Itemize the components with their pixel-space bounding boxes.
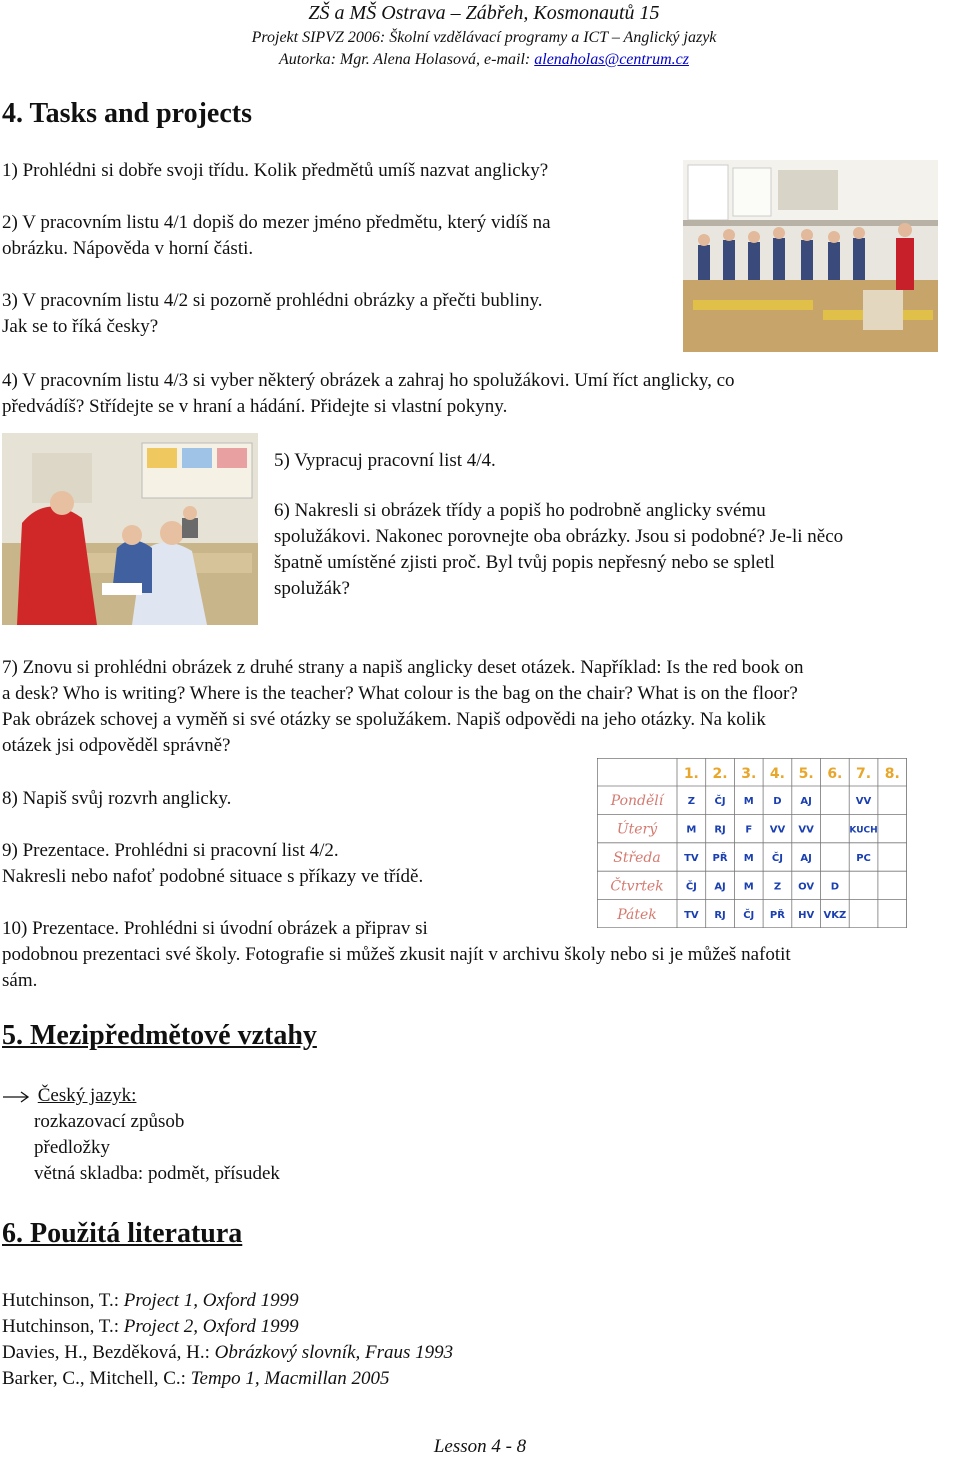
task-7-line2: a desk? Who is writing? Where is the teacher? What colour is the bag on the chair? What is on the floor? [2,683,798,704]
author-header [184,51,784,69]
task-9-line2: Nakresli nebo nafoť podobné situace s příkazy ve třídě. [2,866,424,887]
subject-cell: F [745,824,753,836]
day-label: Čtvrtek [610,878,664,895]
email-link[interactable]: alenaholas@centrum.cz [534,51,689,68]
reference-2 [2,1314,299,1340]
subject-cell: VV [769,824,786,836]
day-label: Pátek [617,906,657,923]
day-label: Středa [613,850,661,866]
task-5: 5) Vypracuj pracovní list 4/4. [274,450,496,471]
task-4-line2: předvádíš? Střídejte se v hraní a hádání. Přidejte si vlastní pokyny. [2,396,508,417]
subject-cell: D [773,796,782,808]
reference-work: Project 2, Oxford 1999 [123,1316,299,1337]
relation-item-3: větná skladba: podmět, přísudek [34,1163,280,1184]
subject-cell: AJ [800,796,812,808]
task-10-line1: 10) Prezentace. Prohlédni si úvodní obrázek a připrav si [2,918,428,939]
task-3-line2: Jak se to říká česky? [2,316,159,337]
reference-author: Hutchinson, T.: [2,1290,124,1311]
subject-cell: VV [855,796,872,808]
subject-cell: M [686,824,697,836]
subject-cell: AJ [800,853,812,864]
period-label: 1. [683,766,699,782]
period-label: 4. [769,766,785,782]
subject-cell: M [743,881,754,893]
arrow-right-icon [2,1090,30,1104]
classroom-photo-desks [2,433,258,625]
classroom-photo-standing [683,160,938,352]
task-8: 8) Napiš svůj rozvrh anglicky. [2,788,232,809]
subject-cell: Z [773,881,782,893]
reference-4 [2,1366,389,1392]
task-7-line3: Pak obrázek schovej a vyměň si své otázky se spolužákem. Napiš odpovědi na jeho otázky. Na kolik [2,709,766,730]
task-7-line1: 7) Znovu si prohlédni obrázek z druhé strany a napiš anglicky deset otázek. Například: Is the red book on [2,657,804,678]
subject-cell: RJ [714,909,726,921]
task-9-line1: 9) Prezentace. Prohlédni si pracovní list 4/2. [2,840,339,861]
subject-cell: VKZ [823,909,847,921]
period-label: 8. [884,766,900,782]
task-10-line2: podobnou prezentaci své školy. Fotografie si můžeš zkusit najít v archivu školy nebo si je můžeš nafotit [2,944,791,965]
task-4-line1: 4) V pracovním listu 4/3 si vyber některý obrázek a zahraj ho spolužákovi. Umí říct anglicky, co [2,370,735,391]
subject-cell: HV [798,909,815,921]
reference-author: Hutchinson, T.: [2,1316,124,1337]
school-header: ZŠ a MŠ Ostrava – Zábřeh, Kosmonautů 15 [308,2,660,24]
relation-item-2: předložky [34,1137,110,1158]
task-2-line2: obrázku. Nápověda v horní části. [2,238,254,259]
task-7-line4: otázek jsi odpověděl správně? [2,735,231,756]
relation-item-1: rozkazovací způsob [34,1111,185,1132]
period-label: 6. [827,766,843,782]
subject-cell: ČJ [743,909,755,921]
subject-cell: ČJ [685,881,697,893]
subject-cell: ČJ [771,853,783,864]
reference-3 [2,1340,453,1366]
author-label: Autorka: Mgr. Alena Holasová, e-mail: [279,51,535,68]
reference-author: Barker, C., Mitchell, C.: [2,1368,191,1389]
subject-row [2,1083,136,1109]
task-6-line2: spolužákovi. Nakonec porovnejte oba obrázky. Jsou si podobné? Je-li něco [274,526,844,547]
subject-cell: TV [684,853,699,864]
reference-work: Obrázkový slovník, Fraus 1993 [214,1342,454,1363]
project-header: Projekt SIPVZ 2006: Školní vzdělávací programy a ICT – Anglický jazyk [251,29,717,46]
reference-work: Tempo 1, Macmillan 2005 [190,1368,390,1389]
subject-cell: VV [798,824,814,836]
subject-cell: AJ [714,881,726,893]
subject-cell: M [743,853,754,864]
period-label: 5. [798,766,814,782]
task-10-line3: sám. [2,970,38,991]
period-label: 3. [741,766,757,782]
subject-cell: TV [684,909,699,921]
subject-cell: OV [798,881,815,893]
section-4-title: 4. Tasks and projects [2,98,253,129]
section-6-title: 6. Použitá literatura [2,1218,243,1249]
task-6-line4: spolužák? [274,578,350,599]
task-1: 1) Prohlédni si dobře svoji třídu. Kolik předmětů umíš nazvat anglicky? [2,160,549,181]
subject-label: Český jazyk: [37,1085,137,1106]
subject-cell: ČJ [714,796,726,808]
task-6-line1: 6) Nakresli si obrázek třídy a popiš ho podrobně anglicky svému [274,500,766,521]
subject-cell: Z [687,796,695,808]
task-3-line1: 3) V pracovním listu 4/2 si pozorně prohlédni obrázky a přečti bubliny. [2,290,543,311]
period-label: 2. [712,766,728,782]
subject-cell: D [830,881,840,893]
page-footer: Lesson 4 - 8 [433,1436,527,1457]
task-6-line3: špatně umístěné zjisti proč. Byl tvůj popis nepřesný nebo se spletl [274,552,775,573]
subject-cell: PŘ [712,853,728,864]
day-label: Úterý [616,821,658,838]
timetable-image [597,758,907,928]
task-2-line1: 2) V pracovním listu 4/1 dopiš do mezer jméno předmětu, který vidíš na [2,212,551,233]
subject-cell: PŘ [769,909,785,921]
day-label: Pondělí [610,793,664,810]
subject-cell: PC [856,853,871,864]
period-label: 7. [856,766,872,782]
subject-cell: RJ [714,824,726,836]
reference-1 [2,1288,299,1314]
subject-cell: KUCH [849,825,878,836]
reference-work: Project 1, Oxford 1999 [123,1290,299,1311]
subject-cell: M [743,796,754,808]
reference-author: Davies, H., Bezděková, H.: [2,1342,215,1363]
section-5-title: 5. Mezipředmětové vztahy [2,1020,317,1051]
